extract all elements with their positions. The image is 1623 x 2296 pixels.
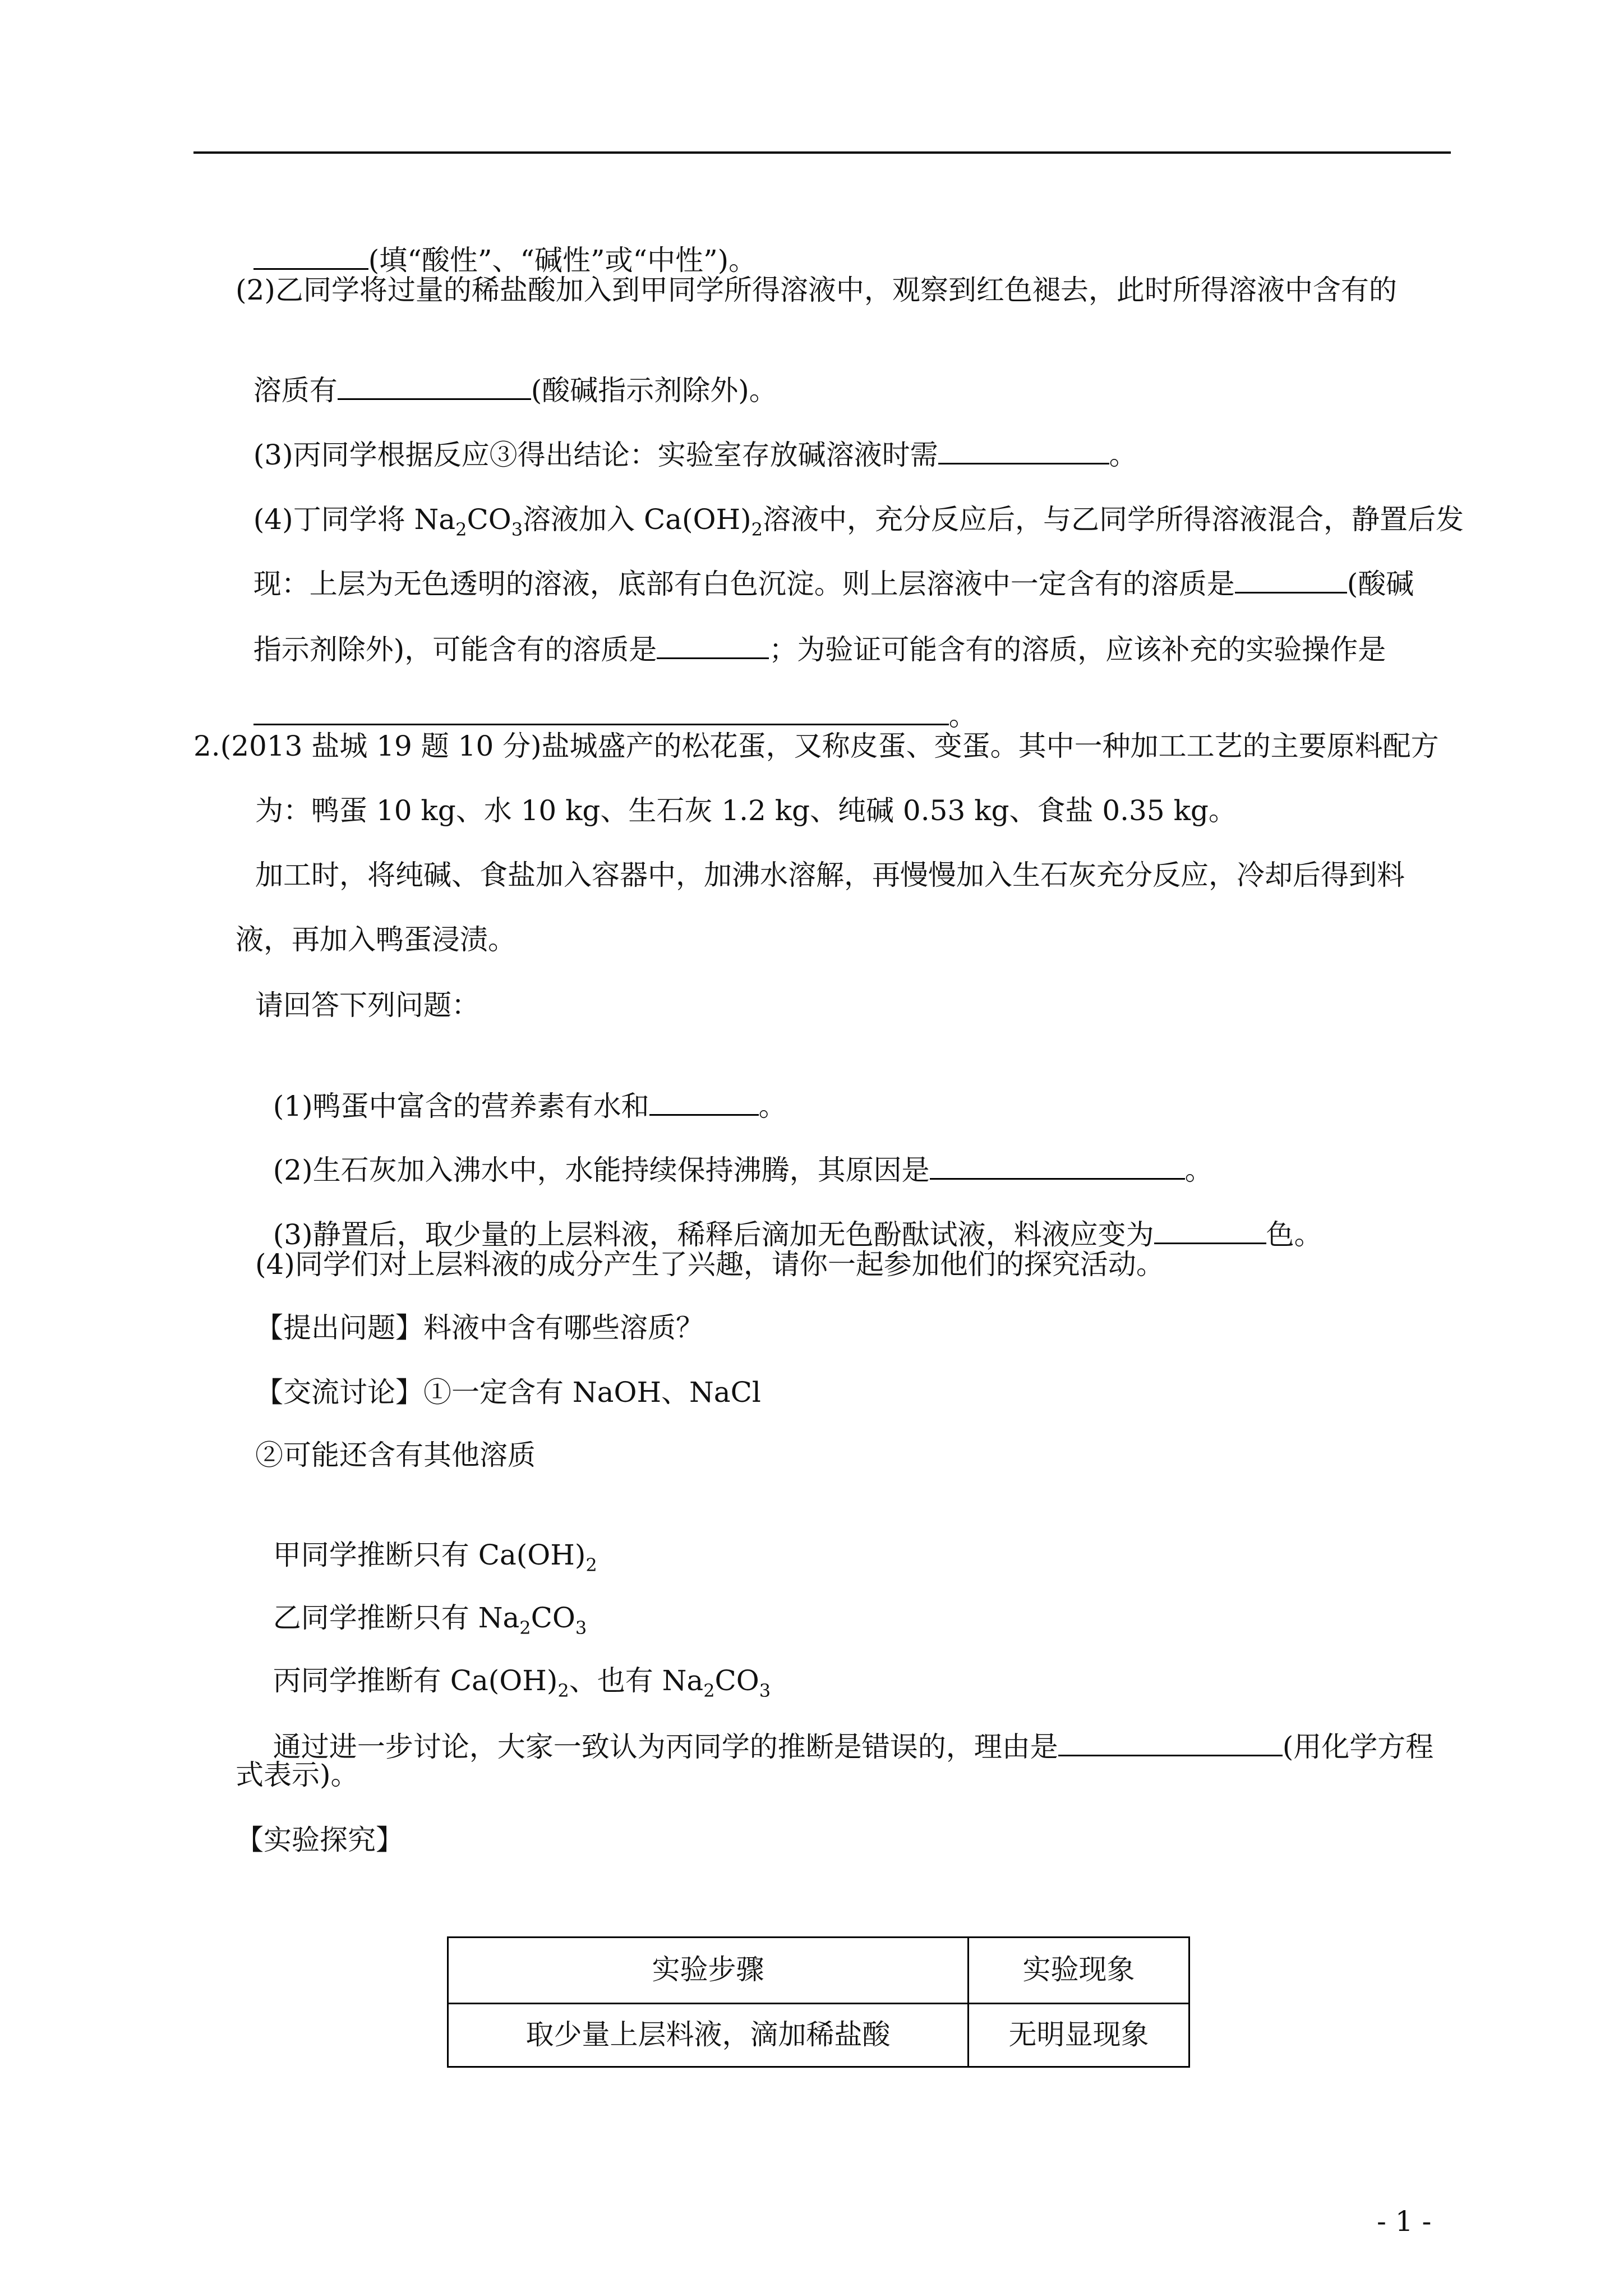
answer-blank[interactable]: [938, 438, 1109, 464]
header-rule: [193, 151, 1451, 154]
line-6: 现：上层为无色透明的溶液，底部有白色沉淀。则上层溶液中一定含有的溶质是 (酸碱: [253, 568, 1414, 600]
line-3: 溶质有 (酸碱指示剂除外)。: [253, 374, 777, 407]
table-cell-step: 取少量上层料液，滴加稀盐酸: [525, 2018, 891, 2051]
section-question: 【提出问题】料液中含有哪些溶质？: [255, 1312, 704, 1344]
answer-blank[interactable]: [1154, 1218, 1266, 1244]
page-number: - 1 -: [1377, 2205, 1432, 2238]
line-4: (3)丙同学根据反应③得出结论：实验室存放碱溶液时需 。: [253, 439, 1137, 471]
sub-question-4: (4)同学们对上层料液的成分产生了兴趣，请你一起参加他们的探究活动。: [255, 1248, 1164, 1281]
sub-question-3: (3)静置后，取少量的上层料液，稀释后滴加无色酚酞试液，料液应变为 色。: [273, 1218, 1322, 1251]
experiment-table: [447, 1936, 1190, 2068]
line-2: (2)乙同学将过量的稀盐酸加入到甲同学所得溶液中，观察到红色褪去，此时所得溶液中含有的: [236, 274, 1397, 306]
section-discussion: 【交流讨论】①一定含有 NaOH、NaCl: [255, 1376, 761, 1409]
answer-blank[interactable]: [649, 1089, 759, 1116]
line-7: 指示剂除外)，可能含有的溶质是 ；为验证可能含有的溶质，应该补充的实验操作是: [253, 633, 1386, 666]
answer-blank[interactable]: [930, 1153, 1185, 1180]
table-header-phenomena: 实验现象: [1022, 1953, 1135, 1986]
answer-blank[interactable]: [1058, 1730, 1283, 1756]
line-8: 。: [236, 662, 977, 734]
discussion-item-2: ②可能还含有其他溶质: [255, 1439, 536, 1471]
line-5: (4)丁同学将 $Na_2CO_3$溶液加入 $Ca(OH)_2$溶液中，充分反应后，与乙同学所得溶液混合，静置后发: [253, 503, 1464, 540]
paragraph-1: 加工时，将纯碱、食盐加入容器中，加沸水溶解，再慢慢加入生石灰充分反应，冷却后得到料: [255, 859, 1405, 891]
discussion-conclusion-cont: 式表示)。: [236, 1759, 359, 1791]
answer-blank[interactable]: [253, 699, 949, 725]
line-1: (填“酸性”、“碱性”或“中性”)。: [236, 206, 757, 278]
student-a-inference: 甲同学推断只有 $Ca(OH)_2$: [273, 1539, 597, 1576]
discussion-conclusion: 通过进一步讨论，大家一致认为丙同学的推断是错误的，理由是 (用化学方程: [273, 1731, 1434, 1763]
section-experiment: 【实验探究】: [236, 1824, 404, 1856]
table-header-steps: 实验步骤: [652, 1953, 764, 1986]
paragraph-3: 请回答下列问题：: [255, 989, 479, 1022]
question-2-title: 2.(2013 盐城 19 题 10 分)盐城盛产的松花蛋，又称皮蛋、变蛋。其中一种加工工艺的主要原料配方: [193, 730, 1439, 762]
sub-question-2: (2)生石灰加入沸水中，水能持续保持沸腾，其原因是 。: [273, 1154, 1213, 1186]
table-cell-phenomenon: 无明显现象: [1008, 2018, 1149, 2051]
answer-blank[interactable]: [338, 374, 531, 400]
answer-blank[interactable]: [657, 633, 769, 659]
answer-blank[interactable]: [1235, 567, 1347, 593]
table-row-divider: [449, 2003, 1188, 2004]
student-c-inference: 丙同学推断有 $Ca(OH)_2$、也有 $Na_2CO_3$: [273, 1664, 771, 1701]
sub-question-1: (1)鸭蛋中富含的营养素有水和 。: [273, 1090, 787, 1122]
paragraph-2: 液，再加入鸭蛋浸渍。: [236, 923, 516, 956]
answer-blank[interactable]: [253, 243, 368, 270]
student-b-inference: 乙同学推断只有 $Na_2CO_3$: [273, 1602, 587, 1639]
question-2-recipe: 为：鸭蛋 10 kg、水 10 kg、生石灰 1.2 kg、纯碱 0.53 kg、食盐 0.35 kg。: [255, 794, 1237, 827]
